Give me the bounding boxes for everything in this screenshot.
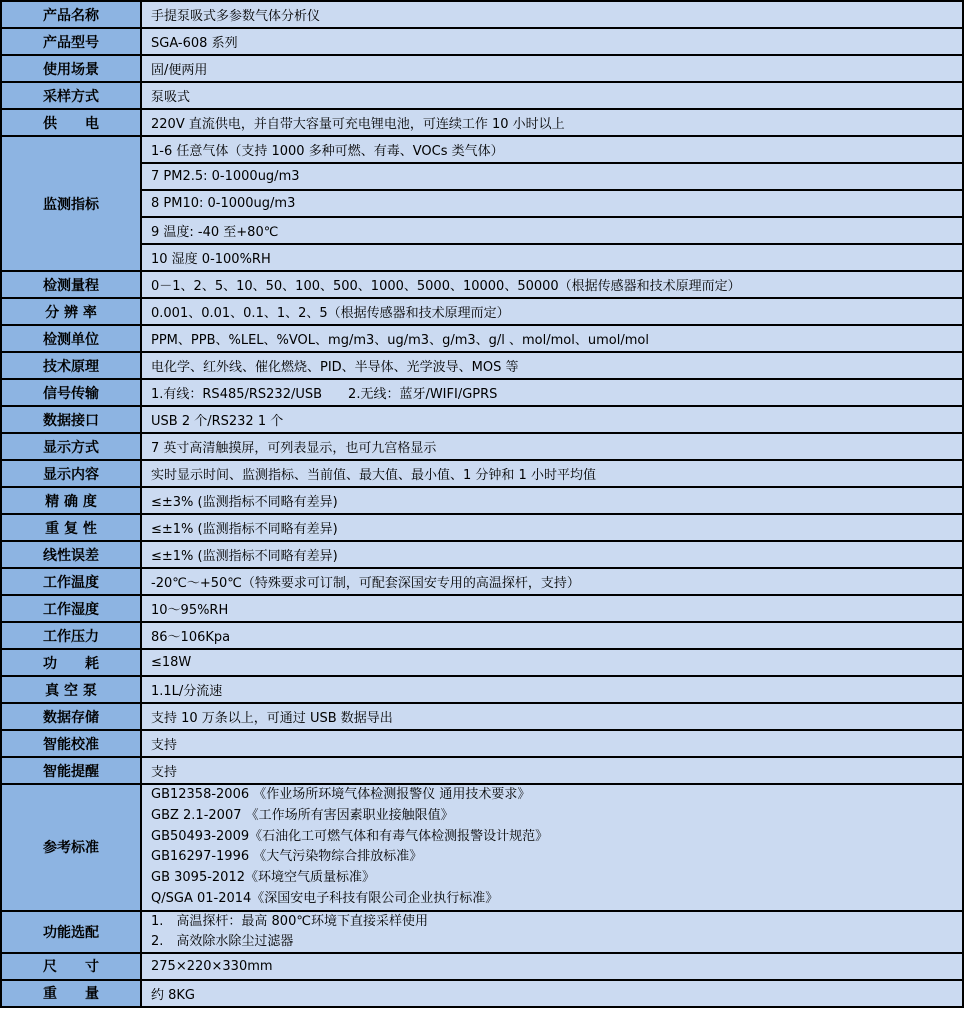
row-optional-features: [1, 911, 963, 953]
spec-value: 手提泵吸式多参数气体分析仪: [141, 1, 963, 28]
spec-value-optional-features: [141, 911, 963, 953]
spec-value: ≤±1% (监测指标不同略有差异): [141, 514, 963, 541]
row-smart-calibration: [1, 730, 963, 757]
spec-value: 支持 10 万条以上，可通过 USB 数据导出: [141, 703, 963, 730]
row-resolution: [1, 298, 963, 325]
spec-label: 线性误差: [1, 541, 141, 568]
spec-value: ≤±3% (监测指标不同略有差异): [141, 487, 963, 514]
row-monitor-item-3: [1, 190, 963, 217]
row-monitor-item-4: [1, 217, 963, 244]
row-linearity-error: [1, 541, 963, 568]
row-working-temperature: [1, 568, 963, 595]
spec-label: 信号传输: [1, 379, 141, 406]
spec-label: 检测单位: [1, 325, 141, 352]
spec-label: 智能校准: [1, 730, 141, 757]
row-monitor-item-1: [1, 136, 963, 163]
standard-line: GB 3095-2012《环境空气质量标准》: [151, 870, 375, 886]
spec-value: 7 英寸高清触摸屏，可列表显示，也可九宫格显示: [141, 433, 963, 460]
spec-value: -20℃～+50℃（特殊要求可订制，可配套深国安专用的高温探杆，支持）: [141, 568, 963, 595]
spec-value-reference-standards: [141, 784, 963, 911]
spec-value: 1-6 任意气体（支持 1000 多种可燃、有毒、VOCs 类气体）: [141, 136, 963, 163]
spec-value: ≤18W: [141, 649, 963, 676]
spec-value: 8 PM10: 0-1000ug/m3: [141, 190, 963, 217]
standard-line: GB50493-2009《石油化工可燃气体和有毒气体检测报警设计规范》: [151, 828, 549, 844]
spec-label: 使用场景: [1, 55, 141, 82]
spec-value: ≤±1% (监测指标不同略有差异): [141, 541, 963, 568]
spec-value: USB 2 个/RS232 1 个: [141, 406, 963, 433]
spec-label: 分 辨 率: [1, 298, 141, 325]
spec-label: 检测量程: [1, 271, 141, 298]
spec-label: 智能提醒: [1, 757, 141, 784]
row-reference-standards: [1, 784, 963, 911]
spec-label: 技术原理: [1, 352, 141, 379]
spec-value: 约 8KG: [141, 980, 963, 1007]
spec-label: 功 耗: [1, 649, 141, 676]
standard-line: GB12358-2006 《作业场所环境气体检测报警仪 通用技术要求》: [151, 787, 531, 802]
option-line: 2. 高效除水除尘过滤器: [151, 933, 294, 949]
spec-value: 86～106Kpa: [141, 622, 963, 649]
spec-label: 显示内容: [1, 460, 141, 487]
spec-label: 采样方式: [1, 82, 141, 109]
spec-value: 支持: [141, 757, 963, 784]
row-product-model: [1, 28, 963, 55]
row-working-pressure: [1, 622, 963, 649]
spec-label: 重 量: [1, 980, 141, 1007]
spec-value: 固/便两用: [141, 55, 963, 82]
row-display-mode: [1, 433, 963, 460]
spec-value: 泵吸式: [141, 82, 963, 109]
row-monitor-item-2: [1, 163, 963, 190]
standard-line: Q/SGA 01-2014《深国安电子科技有限公司企业执行标准》: [151, 890, 499, 906]
spec-label: 工作压力: [1, 622, 141, 649]
spec-label: 产品型号: [1, 28, 141, 55]
spec-label: 数据接口: [1, 406, 141, 433]
row-tech-principle: [1, 352, 963, 379]
row-display-content: [1, 460, 963, 487]
row-monitor-item-5: [1, 244, 963, 271]
spec-label-optional-features: 功能选配: [1, 911, 141, 953]
spec-label: 工作温度: [1, 568, 141, 595]
row-detection-range: [1, 271, 963, 298]
row-accuracy: [1, 487, 963, 514]
spec-label: 精 确 度: [1, 487, 141, 514]
row-repeatability: [1, 514, 963, 541]
spec-label: 供 电: [1, 109, 141, 136]
spec-value: 1.有线：RS485/RS232/USB 2.无线：蓝牙/WIFI/GPRS: [141, 379, 963, 406]
spec-label: 真 空 泵: [1, 676, 141, 703]
row-working-humidity: [1, 595, 963, 622]
spec-value: 电化学、红外线、催化燃烧、PID、半导体、光学波导、MOS 等: [141, 352, 963, 379]
option-line: 1. 高温探杆：最高 800℃环境下直接采样使用: [151, 913, 428, 929]
spec-value: 实时显示时间、监测指标、当前值、最大值、最小值、1 分钟和 1 小时平均值: [141, 460, 963, 487]
row-power-consumption: [1, 649, 963, 676]
spec-label-monitor-indicators: 监测指标: [1, 136, 141, 271]
standard-line: GBZ 2.1-2007 《工作场所有害因素职业接触限值》: [151, 807, 454, 823]
spec-value: SGA-608 系列: [141, 28, 963, 55]
spec-label: 产品名称: [1, 1, 141, 28]
row-vacuum-pump: [1, 676, 963, 703]
row-signal-transmission: [1, 379, 963, 406]
spec-value: 275×220×330mm: [141, 953, 963, 980]
row-dimensions: [1, 953, 963, 980]
spec-label: 工作湿度: [1, 595, 141, 622]
spec-value: 支持: [141, 730, 963, 757]
spec-label: 重 复 性: [1, 514, 141, 541]
spec-label: 显示方式: [1, 433, 141, 460]
spec-value: 9 温度: -40 至+80℃: [141, 217, 963, 244]
spec-value: 1.1L/分流速: [141, 676, 963, 703]
spec-value: 220V 直流供电，并自带大容量可充电锂电池，可连续工作 10 小时以上: [141, 109, 963, 136]
spec-label: 尺 寸: [1, 953, 141, 980]
spec-value: 0－1、2、5、10、50、100、500、1000、5000、10000、50000（根据传感器和技术原理而定）: [141, 271, 963, 298]
standard-line: GB16297-1996 《大气污染物综合排放标准》: [151, 849, 423, 865]
row-sampling-method: [1, 82, 963, 109]
row-weight: [1, 980, 963, 1007]
row-data-storage: [1, 703, 963, 730]
row-usage-scene: [1, 55, 963, 82]
spec-value: 0.001、0.01、0.1、1、2、5（根据传感器和技术原理而定）: [141, 298, 963, 325]
spec-value: 10 湿度 0-100%RH: [141, 244, 963, 271]
row-product-name: [1, 1, 963, 28]
spec-value: 7 PM2.5: 0-1000ug/m3: [141, 163, 963, 190]
spec-label: 数据存储: [1, 703, 141, 730]
spec-label-reference-standards: 参考标准: [1, 784, 141, 911]
row-smart-reminder: [1, 757, 963, 784]
row-data-interface: [1, 406, 963, 433]
row-detection-unit: [1, 325, 963, 352]
row-power-supply: [1, 109, 963, 136]
spec-value: PPM、PPB、%LEL、%VOL、mg/m3、ug/m3、g/m3、g/l 、mol/mol、umol/mol: [141, 325, 963, 352]
spec-value: 10～95%RH: [141, 595, 963, 622]
